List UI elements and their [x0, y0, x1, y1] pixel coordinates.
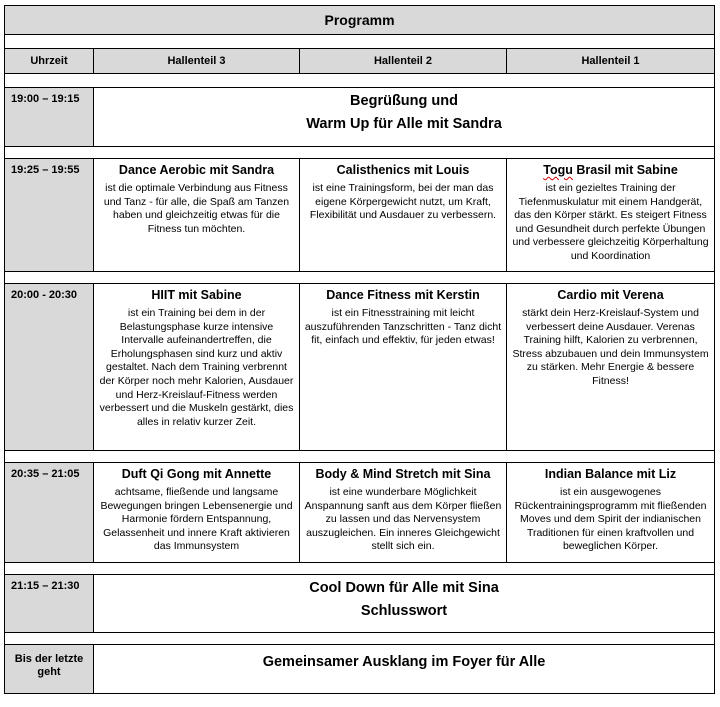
session-description: ist die optimale Verbindung aus Fitness und Tanz - für alle, die Spaß am Tanzen haben und gleichzeitig etwas für die Fitness tun möchten. [103, 182, 290, 235]
session-cell [94, 284, 300, 451]
column-header-time: Uhrzeit [5, 49, 94, 74]
joint-session [94, 645, 715, 694]
spellcheck-word: Togu [543, 163, 573, 177]
session-cell [300, 159, 507, 272]
joint-session [94, 575, 715, 633]
title-row [5, 6, 715, 35]
session-title-rest: Brasil mit Sabine [572, 163, 678, 177]
column-header-hallenteil-2: Hallenteil 2 [300, 49, 507, 74]
time-slot: 19:25 – 19:55 [5, 159, 94, 272]
spacer-row [5, 451, 715, 463]
header-row [5, 49, 715, 74]
schedule-row-1925 [5, 159, 715, 272]
session-title: Duft Qi Gong mit Annette [121, 467, 272, 481]
spacer-row [5, 633, 715, 645]
session-title: HIIT mit Sabine [151, 288, 242, 302]
session-cell [94, 159, 300, 272]
time-slot: 21:15 – 21:30 [5, 575, 94, 633]
schedule-row-welcome [5, 88, 715, 147]
session-title: Dance Fitness mit Kerstin [326, 288, 480, 302]
session-cell [300, 284, 507, 451]
spacer-row [5, 563, 715, 575]
session-title: Cardio mit Verena [557, 288, 664, 302]
session-cell [507, 159, 715, 272]
joint-session-line2: Schlusswort [360, 603, 448, 619]
joint-session-line1: Cool Down für Alle mit Sina [309, 580, 499, 596]
schedule-row-2035 [5, 463, 715, 563]
joint-session-line1: Begrüßung und [350, 93, 458, 109]
schedule-row-finale [5, 645, 715, 694]
session-title: Calisthenics mit Louis [336, 163, 470, 177]
time-slot: 20:00 - 20:30 [5, 284, 94, 451]
session-title [509, 162, 712, 178]
joint-session-line2: Warm Up für Alle mit Sandra [306, 116, 502, 132]
joint-session [94, 88, 715, 147]
time-slot: Bis der letzte geht [5, 645, 94, 694]
column-header-hallenteil-1: Hallenteil 1 [507, 49, 715, 74]
spacer-row [5, 74, 715, 88]
session-cell [507, 284, 715, 451]
spacer-row [5, 147, 715, 159]
session-title: Body & Mind Stretch mit Sina [315, 467, 491, 481]
schedule-row-2000 [5, 284, 715, 451]
session-description: ist ein Fitnesstraining mit leicht auszuführenden Tanzschritten - Tanz dicht fit, einfach und effektiv, für jeden etwas! [304, 307, 502, 347]
spacer-row [5, 35, 715, 49]
session-description: ist eine Trainingsform, bei der man das eigene Körpergewicht nutzt, um Kraft, Flexibilität und Ausdauer zu verbessern. [309, 182, 497, 222]
session-cell [300, 463, 507, 563]
session-description: stärkt dein Herz-Kreislauf-System und verbessert deine Ausdauer. Verenas Training hilft, Kalorien zu verbrennen, Stress abzubauen und dein Immunsystem zu stärken. Mehr Energie & bessere Fitness! [512, 307, 709, 387]
session-description: ist ein Training bei dem in der Belastungsphase kurze intensive Intervalle aufeinandertreffen, die Erholungsphasen sind kurz und aktiv gestaltet. Nach dem Training verbrennt der Körper noch mehr Kalorien, Ausdauer und Herz-Kreislauf-Fitness werden verbessert und die Muskeln gestärkt, dies alles in relativ kurzer Zeit. [99, 307, 294, 428]
joint-session-line1: Gemeinsamer Ausklang im Foyer für Alle [262, 654, 546, 670]
session-cell [94, 463, 300, 563]
time-slot: 19:00 – 19:15 [5, 88, 94, 147]
session-description: ist ein ausgewogenes Rückentrainingsprogramm mit fließenden Moves und dem Spirit der indianischen Traditionen für einen kraftvollen und beweglichen Körper. [514, 486, 707, 553]
session-cell [507, 463, 715, 563]
session-description: achtsame, fließende und langsame Bewegungen bringen Lebensenergie und Harmonie fördern Entspannung, Gelassenheit und innere Kraft aktivieren das Immunsystem [100, 486, 293, 553]
program-table [4, 5, 715, 694]
session-description: ist ein gezieltes Training der Tiefenmuskulatur mit einem Handgerät, das den Körper stärkt. Es steigert Fitness und Gesundheit durch perfekte Übungen und verbessere gleichzeitig Körperhaltung und Koordination [512, 182, 709, 262]
session-description: ist eine wunderbare Möglichkeit Anspannung sanft aus dem Körper fließen zu lassen und das Nervensystem auszugleichen. Ein inneres Gleichgewicht stellt sich ein. [304, 486, 502, 553]
page-title: Programm [5, 6, 715, 35]
column-header-hallenteil-3: Hallenteil 3 [94, 49, 300, 74]
session-title: Indian Balance mit Liz [544, 467, 677, 481]
session-title: Dance Aerobic mit Sandra [118, 163, 275, 177]
spacer-row [5, 272, 715, 284]
schedule-row-cooldown [5, 575, 715, 633]
time-slot: 20:35 – 21:05 [5, 463, 94, 563]
